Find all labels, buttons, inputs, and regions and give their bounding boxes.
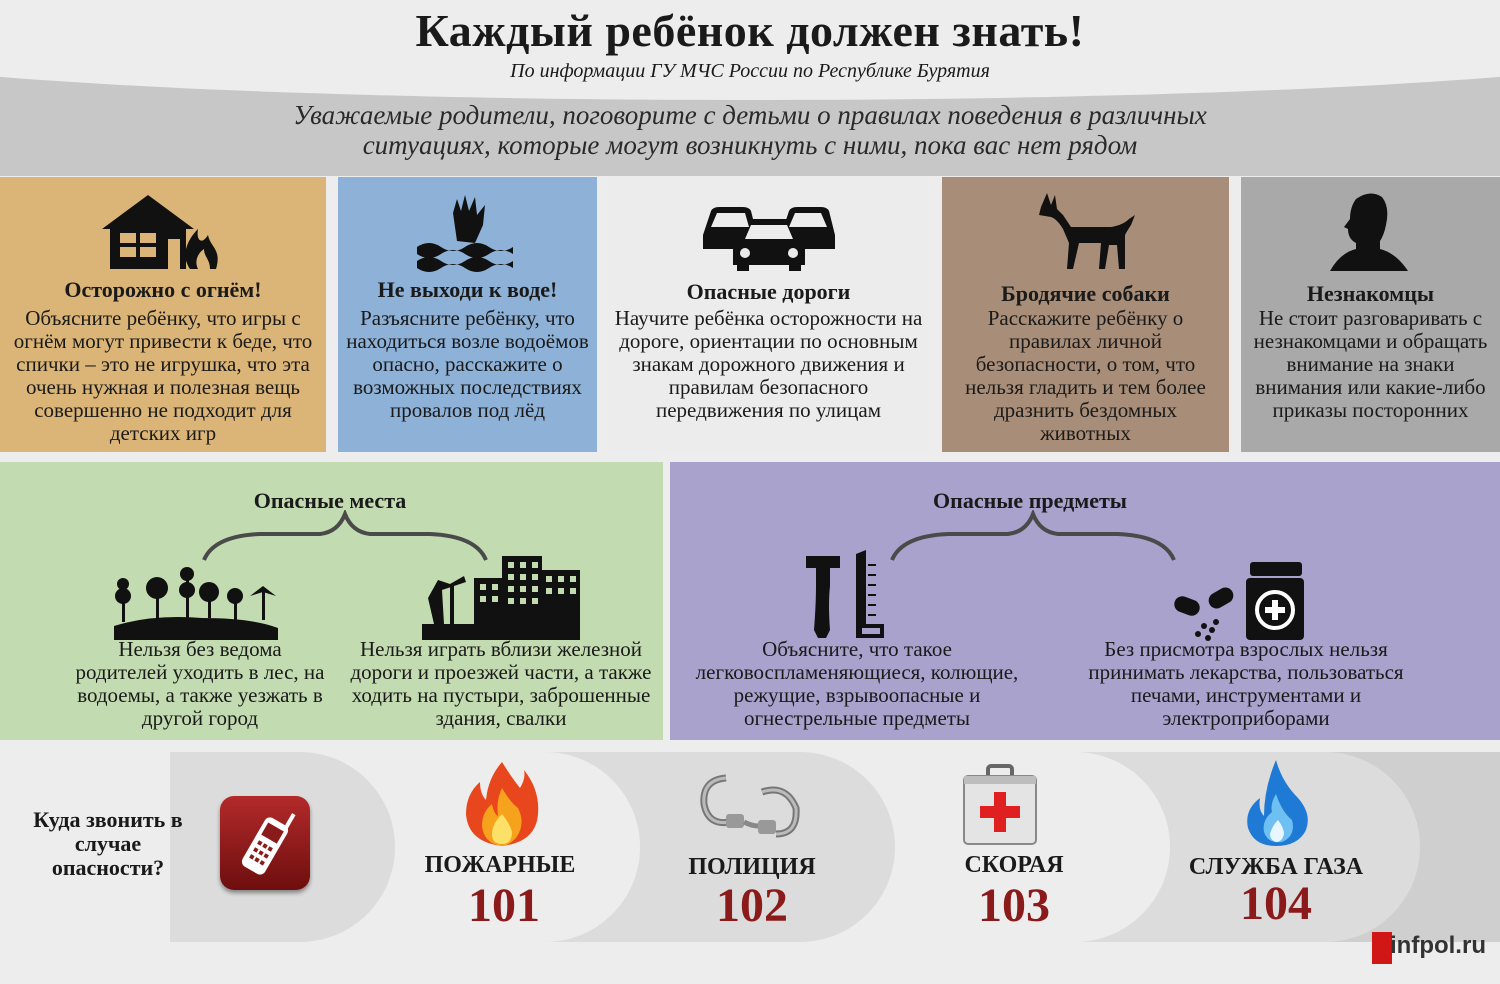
card-fire [0, 177, 326, 452]
card-text: Расскажите ребёнку о правилах личной безопасности, о том, что нельзя гладить и тем более дразнить бездомных животных [965, 306, 1206, 445]
house-fire-icon [0, 185, 326, 277]
cars-icon [609, 185, 928, 277]
card-water [338, 177, 597, 452]
intro-text [200, 100, 1300, 160]
brace-icon [888, 510, 1178, 562]
call-question: Куда звонить в случае опасности? [33, 807, 183, 880]
card-text: Разъясните ребёнку, что находиться возле водоёмов опасно, расскажите о возможных последствиях провалов под лёд [346, 306, 589, 422]
page-subtitle: По информации ГУ МЧС России по Республике Бурятия [510, 60, 990, 82]
gas-flame-icon [1242, 758, 1312, 848]
places-right-text: Нельзя играть вблизи железной дороги и проезжей части, а также ходить на пустыри, заброшенные здания, свалки [350, 637, 652, 730]
service-number: 104 [1240, 877, 1312, 930]
card-text: Не стоит разговаривать с незнакомцами и обращать внимание на знаки внимания или какие-либо приказы посторонних [1253, 306, 1488, 422]
first-aid-kit-icon [960, 762, 1040, 848]
card-dogs [942, 177, 1229, 452]
card-title: Осторожно с огнём! [64, 277, 262, 302]
places-left-text: Нельзя без ведома родителей уходить в лес, на водоемы, а также уезжать в другой город [75, 637, 325, 730]
dog-icon [942, 185, 1229, 277]
stranger-head-icon [1241, 185, 1500, 277]
phone-icon [220, 796, 310, 890]
handcuffs-icon [696, 764, 806, 848]
page-title: Каждый ребёнок должен знать! [415, 5, 1085, 56]
logo-mark [1372, 932, 1392, 964]
dangerous-places-panel [0, 462, 663, 740]
service-name: ПОЛИЦИЯ [688, 854, 816, 880]
medicine-icon [1170, 558, 1306, 642]
dangerous-objects-panel [670, 462, 1500, 740]
card-text: Научите ребёнка осторожности на дороге, ориентации по основным знакам дорожного движения и правилам безопасного передвижения по улицам [614, 306, 923, 422]
service-number: 101 [468, 879, 540, 932]
city-icon [420, 554, 586, 640]
drowning-hand-icon [338, 185, 597, 277]
fire-icon [462, 758, 542, 848]
infpol-logo [1372, 930, 1492, 966]
card-strangers [1241, 177, 1500, 452]
service-name: СЛУЖБА ГАЗА [1188, 854, 1364, 880]
card-title: Опасные дороги [686, 279, 851, 304]
service-name: ПОЖАРНЫЕ [424, 852, 576, 878]
logo-text: infpol.ru [1390, 932, 1486, 959]
card-title: Незнакомцы [1306, 281, 1435, 306]
tools-icon [804, 550, 890, 642]
intro-line-2: ситуациях, которые могут возникнуть с ними, пока вас нет рядом [362, 130, 1138, 160]
service-number: 102 [716, 879, 788, 932]
objects-left-text: Объясните, что такое легковоспламеняющиеся, колющие, режущие, взрывоопасные и огнестрельные предметы [695, 637, 1019, 730]
intro-line-1: Уважаемые родители, поговорите с детьми о правилах поведения в различных [293, 100, 1207, 130]
card-roads [609, 177, 928, 452]
service-number: 103 [978, 879, 1050, 932]
objects-title: Опасные предметы [933, 488, 1127, 513]
service-name: СКОРАЯ [964, 852, 1064, 878]
forest-icon [112, 562, 282, 640]
objects-right-text: Без присмотра взрослых нельзя принимать лекарства, пользоваться печами, инструментами и электроприборами [1088, 637, 1404, 730]
card-title: Не выходи к воде! [377, 277, 558, 302]
places-title: Опасные места [253, 488, 407, 513]
card-title: Бродячие собаки [1001, 281, 1170, 306]
card-text: Объясните ребёнку, что игры с огнём могут привести к беде, что спички – это не игрушка, что эта очень нужная и полезная вещь совершенно не подходит для детских игр [13, 306, 313, 445]
